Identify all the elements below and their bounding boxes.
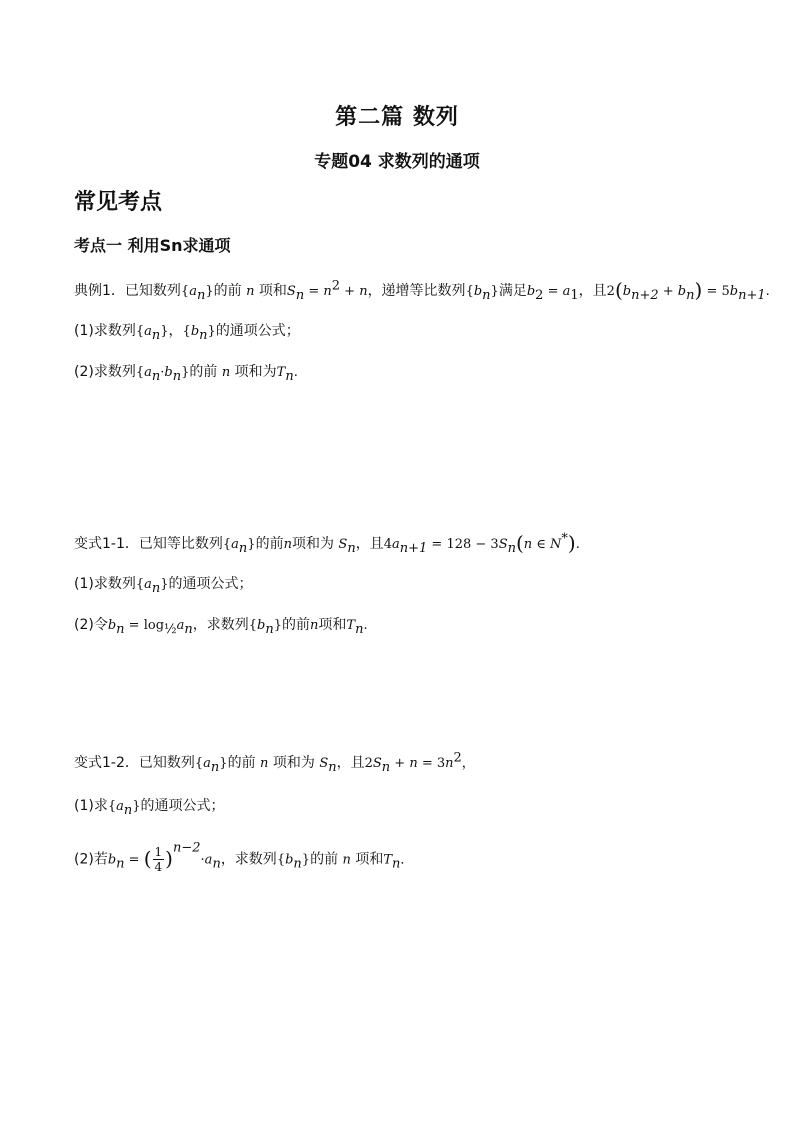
point-heading: 考点一 利用Sn求通项 — [74, 236, 231, 255]
variant11-part1: (1)求数列$\{a_n\}$的通项公式； — [74, 576, 253, 596]
variant12-part1: (1)求$\{a_n\}$的通项公式； — [74, 798, 225, 818]
variant12-part2: (2)若$b_n$ = ( $\frac{1}{4}$ )$^{n-2}\cdot a_n$，求数列$\{b_n\}$的前 n 项和$T_n$． — [74, 840, 414, 874]
page-title: 第二篇 数列 — [335, 105, 459, 130]
variant11-statement: 变式1-1．已知等比数列$\{a_n\}$的前n项和为 $S_n$，且$4a_{n+1} = 128 - 3S_n(n$ ∈ N*). — [74, 531, 580, 556]
variant11-part2: (2)令$b_n = \log_{\frac{1}{2}}a_n$，求数列$\{b_n\}$的前n项和$T_n$. — [74, 617, 368, 637]
variant12-statement: 变式1-2．已知数列$\{a_n\}$的前 n 项和为 $S_n$，且$2S_n + n = 3n^2$， — [74, 750, 475, 775]
page-subtitle: 专题04 求数列的通项 — [314, 152, 480, 172]
example1-statement: 典例1．已知数列$\{a_n\}$的前 n 项和$S_n = n^2 + n$，递增等比数列$\{b_n\}$满足$b_2 = a_1$，且$2(b_{n+2} + b_n) = 5b_{n+1}$. — [74, 278, 770, 303]
example1-part2: (2)求数列$\{a_n\cdot b_n\}$的前 n 项和为$T_n$. — [74, 364, 298, 384]
section-heading: 常见考点 — [74, 190, 163, 215]
example1-part1: (1)求数列$\{a_n\}$，$\{b_n\}$的通项公式； — [74, 323, 300, 343]
